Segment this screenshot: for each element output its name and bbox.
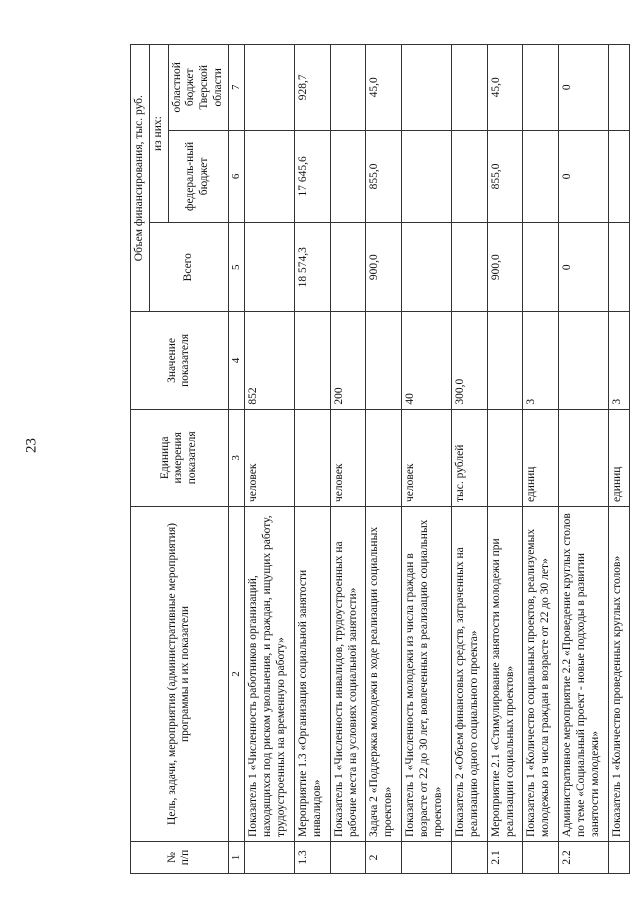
row-value: 3 [609,312,630,409]
row-text: Показатель 1 «Количество социальных проектов, реализуемых молодежью из числа граждан в возрасте от 22 до 30 лет» [523,507,558,842]
header-funding: Объем финансирования, тыс. руб. [131,45,150,312]
row-value [366,312,401,409]
row-text: Мероприятие 1.3 «Организация социальной занятости инвалидов» [295,507,330,842]
header-federal: федераль-ный бюджет [168,130,228,223]
table-row [401,45,452,874]
col-index: 5 [228,223,244,312]
row-text: Задача 2 «Поддержка молодежи в ходе реализации социальных проектов» [366,507,401,842]
row-value: 852 [244,312,295,409]
table-row [366,45,401,874]
table-row [244,45,295,874]
header-value: Значение показателя [131,312,229,409]
row-num: 2.2 [558,841,609,873]
table-row [295,45,330,874]
col-index: 3 [228,409,244,506]
row-unit: человек [401,409,452,506]
table-row [487,45,522,874]
row-total: 0 [558,223,609,312]
row-total: 900,0 [366,223,401,312]
row-num [452,841,487,873]
row-unit: единиц [523,409,558,506]
col-index: 1 [228,841,244,873]
row-regional: 0 [558,45,609,131]
table-body [244,45,629,874]
header-goal: Цель, задачи, мероприятия (административные мероприятия) программы и их показатели [131,507,229,842]
header-row-1 [131,45,150,874]
row-federal [452,130,487,223]
row-value: 3 [523,312,558,409]
row-text: Показатель 2 «Объем финансовых средств, затраченных на реализацию одного социального проекта» [452,507,487,842]
row-total [609,223,630,312]
row-federal: 0 [558,130,609,223]
row-unit [558,409,609,506]
row-total [523,223,558,312]
row-federal: 855,0 [366,130,401,223]
row-num [609,841,630,873]
row-num [523,841,558,873]
row-text: Показатель 1 «Численность инвалидов, трудоустроенных на рабочие места на условиях социальной занятости» [330,507,365,842]
row-value [558,312,609,409]
header-of-which: из них: [149,45,168,223]
row-total: 900,0 [487,223,522,312]
row-unit [487,409,522,506]
header-num: № п/п [131,841,229,873]
row-text: Мероприятие 2.1 «Стимулирование занятости молодежи при реализации социальных проектов» [487,507,522,842]
row-total [330,223,365,312]
row-total [452,223,487,312]
row-num: 1.3 [295,841,330,873]
row-regional [452,45,487,131]
col-index: 4 [228,312,244,409]
row-unit [366,409,401,506]
row-value: 40 [401,312,452,409]
header-regional: областной бюджет Тверской области [168,45,228,131]
row-value: 300,0 [452,312,487,409]
row-text: Показатель 1 «Численность работников организаций, находящихся под риском увольнения, и граждан, ищущих работу, трудоустроенных на временную работу» [244,507,295,842]
row-value [295,312,330,409]
row-value [487,312,522,409]
row-federal [401,130,452,223]
row-unit [295,409,330,506]
header-unit: Единица измерения показателя [131,409,229,506]
row-num: 2 [366,841,401,873]
row-federal: 17 645,6 [295,130,330,223]
row-federal [330,130,365,223]
header-total: Всего [149,223,228,312]
row-federal [523,130,558,223]
row-value: 200 [330,312,365,409]
row-num [244,841,295,873]
row-regional: 45,0 [487,45,522,131]
row-num: 2.1 [487,841,522,873]
table-row [452,45,487,874]
row-unit: единиц [609,409,630,506]
row-text: Административное мероприятие 2.2 «Проведение круглых столов по теме «Социальный проект - новые подходы в развитии занятости молодежи» [558,507,609,842]
table-row [558,45,609,874]
row-regional [330,45,365,131]
table-row [609,45,630,874]
row-num [330,841,365,873]
col-index: 7 [228,45,244,131]
row-unit: человек [244,409,295,506]
row-total: 18 574,3 [295,223,330,312]
row-regional [609,45,630,131]
table-row [330,45,365,874]
row-federal [609,130,630,223]
row-federal [244,130,295,223]
row-unit: тыс. рублей [452,409,487,506]
row-regional [244,45,295,131]
row-unit: человек [330,409,365,506]
row-regional [401,45,452,131]
row-total [244,223,295,312]
row-regional: 45,0 [366,45,401,131]
row-text: Показатель 1 «Количество проведенных круглых столов» [609,507,630,842]
page-number: 23 [23,438,40,453]
row-regional: 928,7 [295,45,330,131]
row-regional [523,45,558,131]
col-index: 6 [228,130,244,223]
row-text: Показатель 1 «Численность молодежи из числа граждан в возрасте от 22 до 30 лет, вовлеченных в реализацию социальных проектов» [401,507,452,842]
row-federal: 855,0 [487,130,522,223]
column-index-row [228,45,244,874]
rotated-table-container [130,44,630,874]
program-table [130,44,630,874]
row-total [401,223,452,312]
row-num [401,841,452,873]
table-row [523,45,558,874]
col-index: 2 [228,507,244,842]
